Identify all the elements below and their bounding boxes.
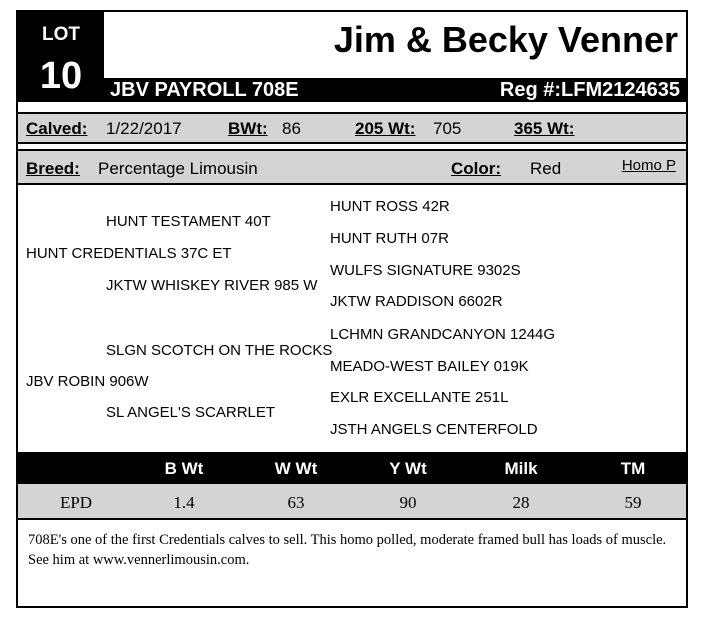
great-grandparent: MEADO-WEST BAILEY 019K <box>330 358 529 375</box>
birth-weights-row <box>18 112 686 144</box>
calved-label: Calved: <box>26 119 88 138</box>
epd-header-row <box>18 452 686 484</box>
bwt-label: BWt: <box>228 119 268 138</box>
sire-sire: HUNT TESTAMENT 40T <box>106 213 271 230</box>
epd-value-bwt: 1.4 <box>173 493 195 512</box>
epd-header-wwt: W Wt <box>274 459 318 478</box>
great-grandparent: WULFS SIGNATURE 9302S <box>330 262 521 279</box>
epd-value-milk: 28 <box>512 493 530 512</box>
sire: HUNT CREDENTIALS 37C ET <box>26 245 232 262</box>
lot-card <box>16 10 688 608</box>
color-label: Color: <box>451 159 502 178</box>
breed-label: Breed: <box>26 159 80 178</box>
weaning-weight-label: 205 Wt: <box>355 119 416 138</box>
calved-value: 1/22/2017 <box>106 119 182 138</box>
great-grandparent: HUNT ROSS 42R <box>330 198 450 215</box>
owner-name: Jim & Becky Venner <box>333 19 678 60</box>
pedigree <box>18 187 686 450</box>
epd-values-row <box>18 484 686 520</box>
registration-number: Reg #:LFM2124635 <box>499 79 680 101</box>
animal-name: JBV PAYROLL 708E <box>110 79 299 101</box>
homo-polled-link[interactable]: Homo P <box>621 157 676 174</box>
great-grandparent: JKTW RADDISON 6602R <box>330 293 503 310</box>
dam-dam: SL ANGEL'S SCARRLET <box>106 404 276 421</box>
epd-value-wwt: 63 <box>287 493 305 512</box>
color-value: Red <box>530 159 562 178</box>
yearling-weight-label: 365 Wt: <box>514 119 575 138</box>
epd-value-ywt: 90 <box>399 493 417 512</box>
sire-dam: JKTW WHISKEY RIVER 985 W <box>106 277 318 294</box>
lot-label: LOT <box>42 24 80 45</box>
great-grandparent: LCHMN GRANDCANYON 1244G <box>330 326 556 343</box>
epd-value-tm: 59 <box>624 493 642 512</box>
lot-comment: 708E's one of the first Credentials calves to sell. This homo polled, moderate framed bull has loads of muscle. See him at www.vennerlimousin.com. <box>28 532 667 568</box>
great-grandparent: EXLR EXCELLANTE 251L <box>330 389 509 406</box>
epd-row-label: EPD <box>59 493 93 512</box>
epd-header-tm: TM <box>620 459 646 478</box>
dam-sire: SLGN SCOTCH ON THE ROCKS <box>106 342 333 359</box>
great-grandparent: HUNT RUTH 07R <box>330 230 449 247</box>
animal-title-bar <box>104 78 688 102</box>
epd-header-bwt: B Wt <box>164 459 204 478</box>
epd-header-milk: Milk <box>504 459 538 478</box>
breed-color-row <box>18 149 686 185</box>
lot-number: 10 <box>39 55 83 97</box>
weaning-weight-value: 705 <box>433 119 462 138</box>
breed-value: Percentage Limousin <box>98 159 258 178</box>
epd-header-ywt: Y Wt <box>389 459 427 478</box>
lot-box <box>18 12 104 102</box>
great-grandparent: JSTH ANGELS CENTERFOLD <box>330 421 538 438</box>
dam: JBV ROBIN 906W <box>26 373 149 390</box>
bwt-value: 86 <box>282 119 301 138</box>
